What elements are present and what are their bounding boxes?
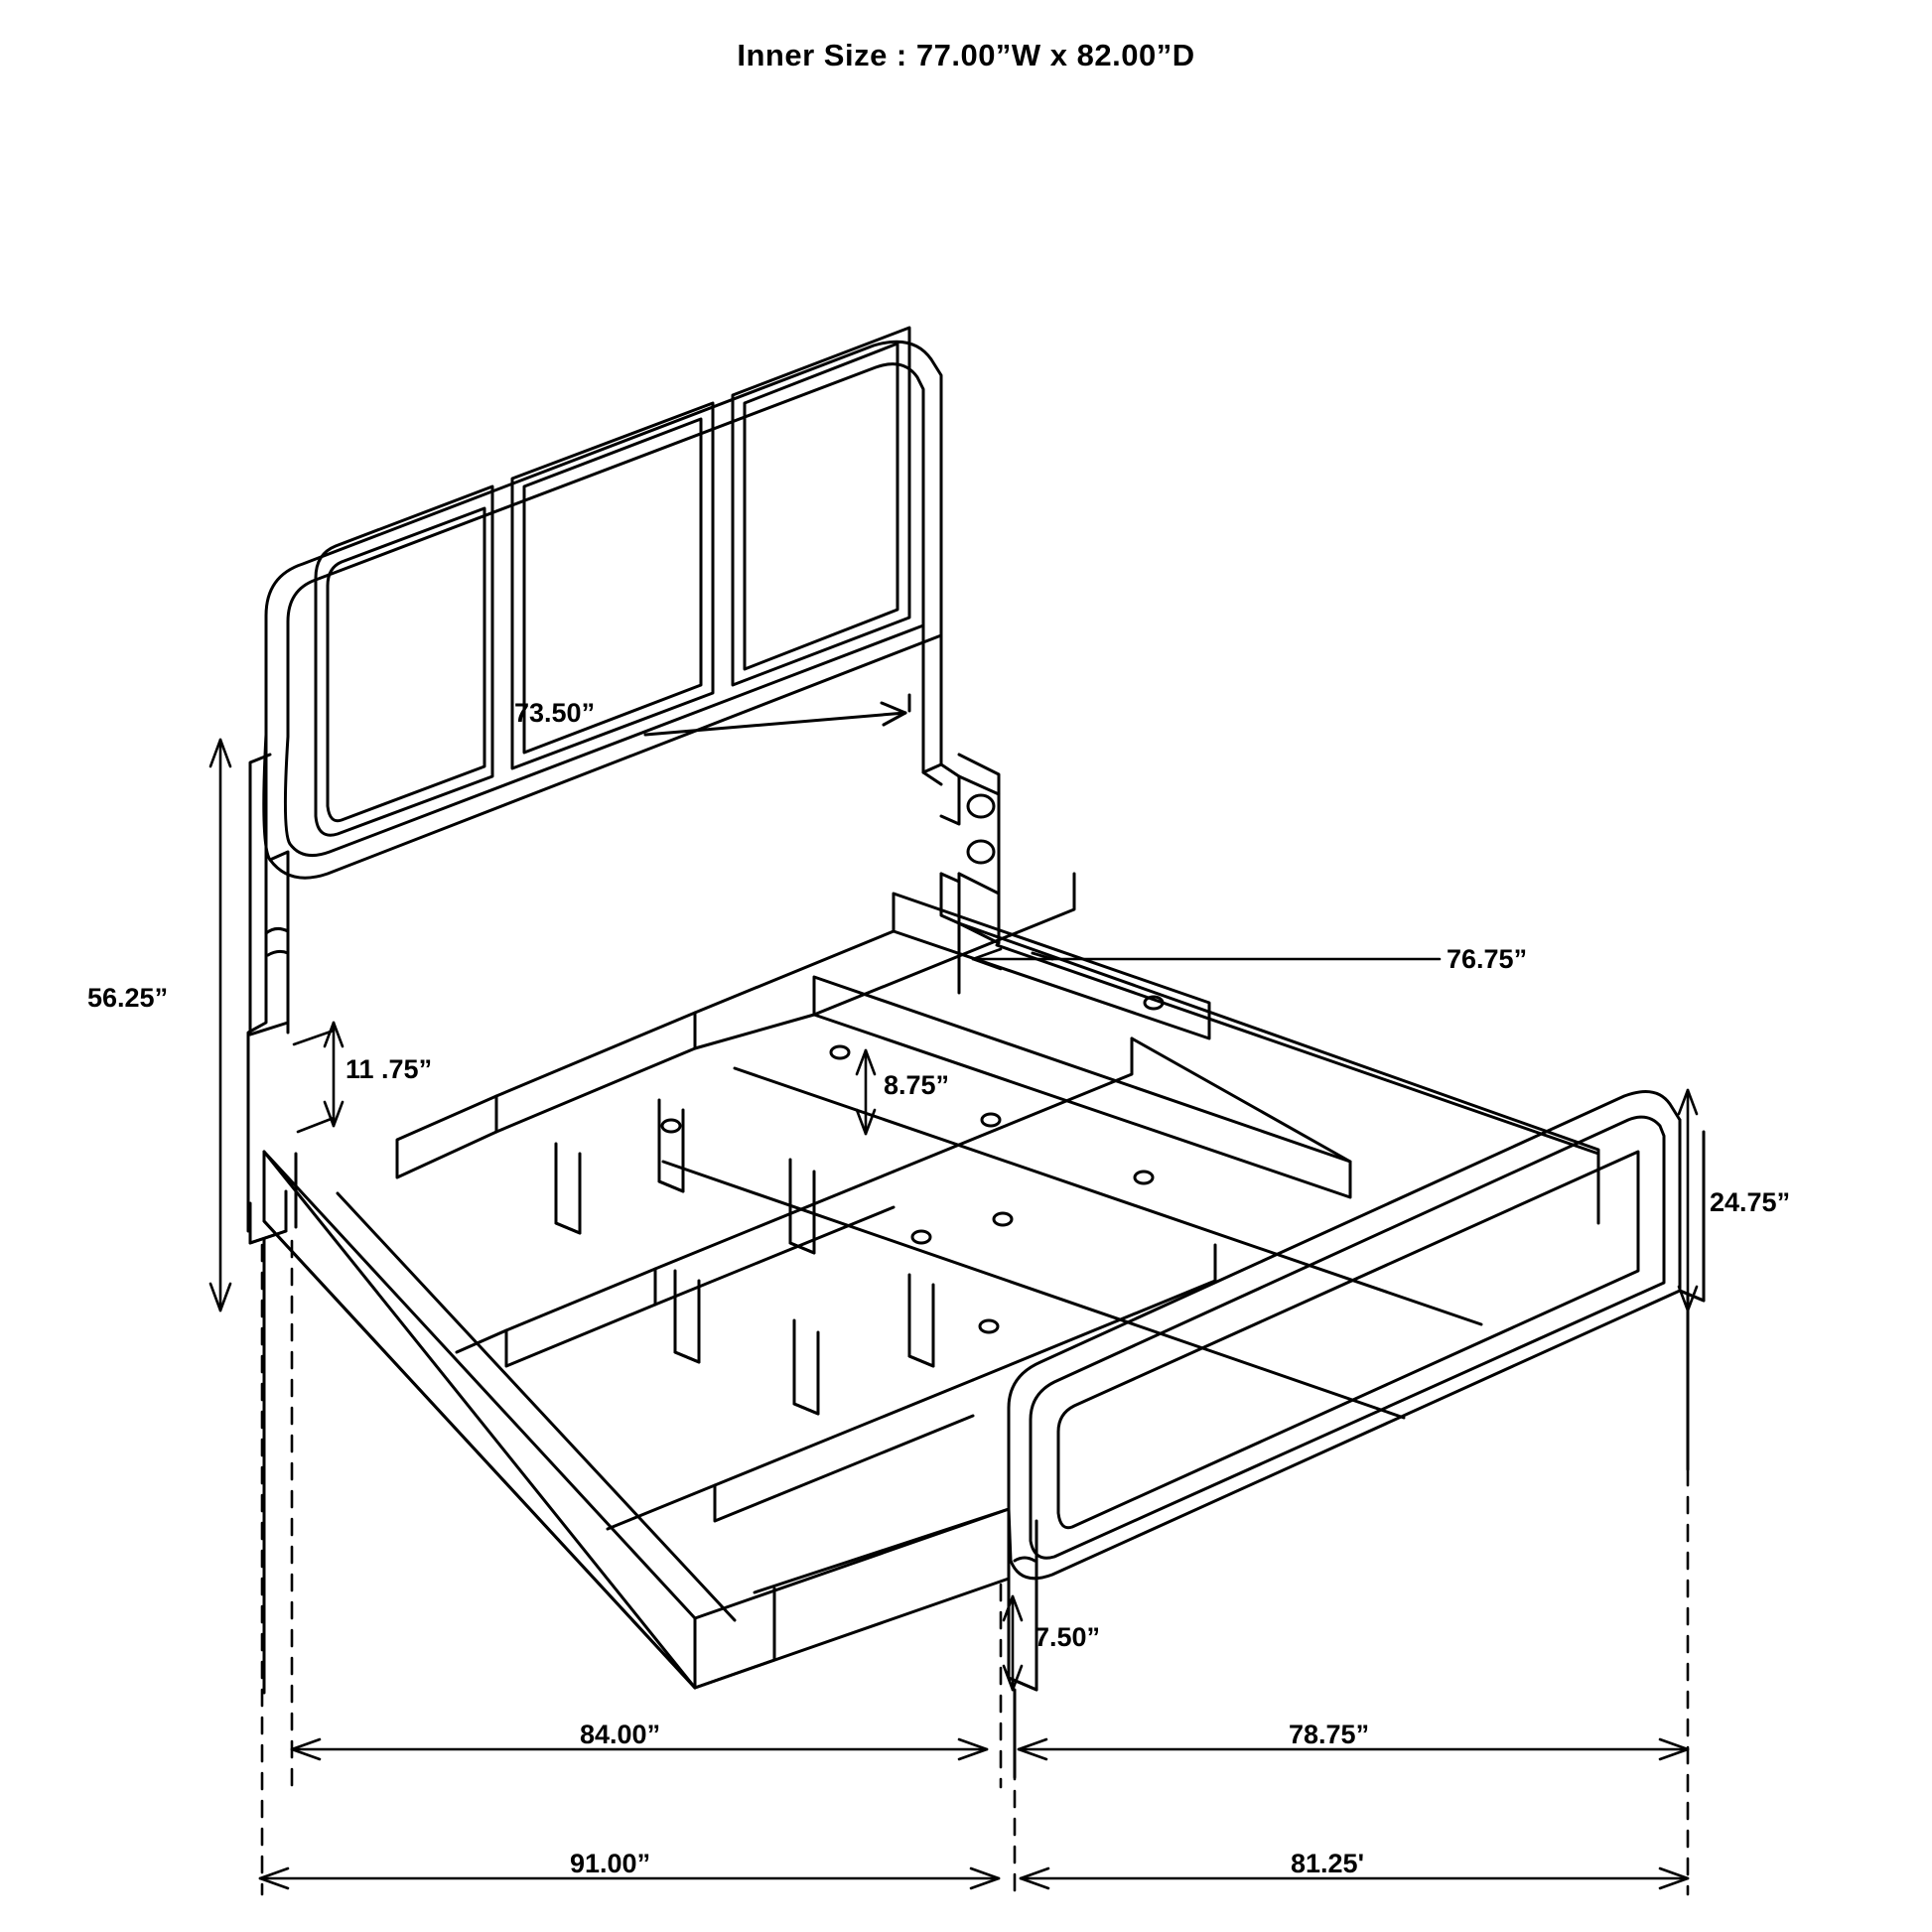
dim-headboard-height: 56.25”: [87, 983, 169, 1013]
dim-overall-width-inner: 78.75”: [1289, 1720, 1370, 1749]
headboard-panels: [316, 328, 909, 835]
dim-side-rail-inner-length: 76.75”: [1447, 944, 1528, 974]
dim-overall-depth-outer: 91.00”: [570, 1849, 651, 1878]
page-title: Inner Size : 77.00”W x 82.00”D: [737, 38, 1195, 72]
dim-overall-depth-inner: 84.00”: [580, 1720, 661, 1749]
dim-headboard-to-deck: 11 .75”: [345, 1054, 433, 1084]
dim-footboard-clearance: 7.50”: [1035, 1622, 1101, 1652]
headboard-right-post: [923, 625, 999, 943]
headboard-frame: [264, 342, 941, 878]
footboard-rail: [695, 1509, 1009, 1688]
headboard-left-post: [248, 735, 288, 1693]
dim-footboard-height: 24.75”: [1710, 1187, 1791, 1217]
bed-side-rail-left: [264, 1152, 774, 1688]
dim-headboard-panel-width: 73.50”: [514, 698, 596, 728]
dim-overall-width-outer: 81.25': [1291, 1849, 1364, 1878]
dim-slat-support-height: 8.75”: [884, 1070, 950, 1100]
